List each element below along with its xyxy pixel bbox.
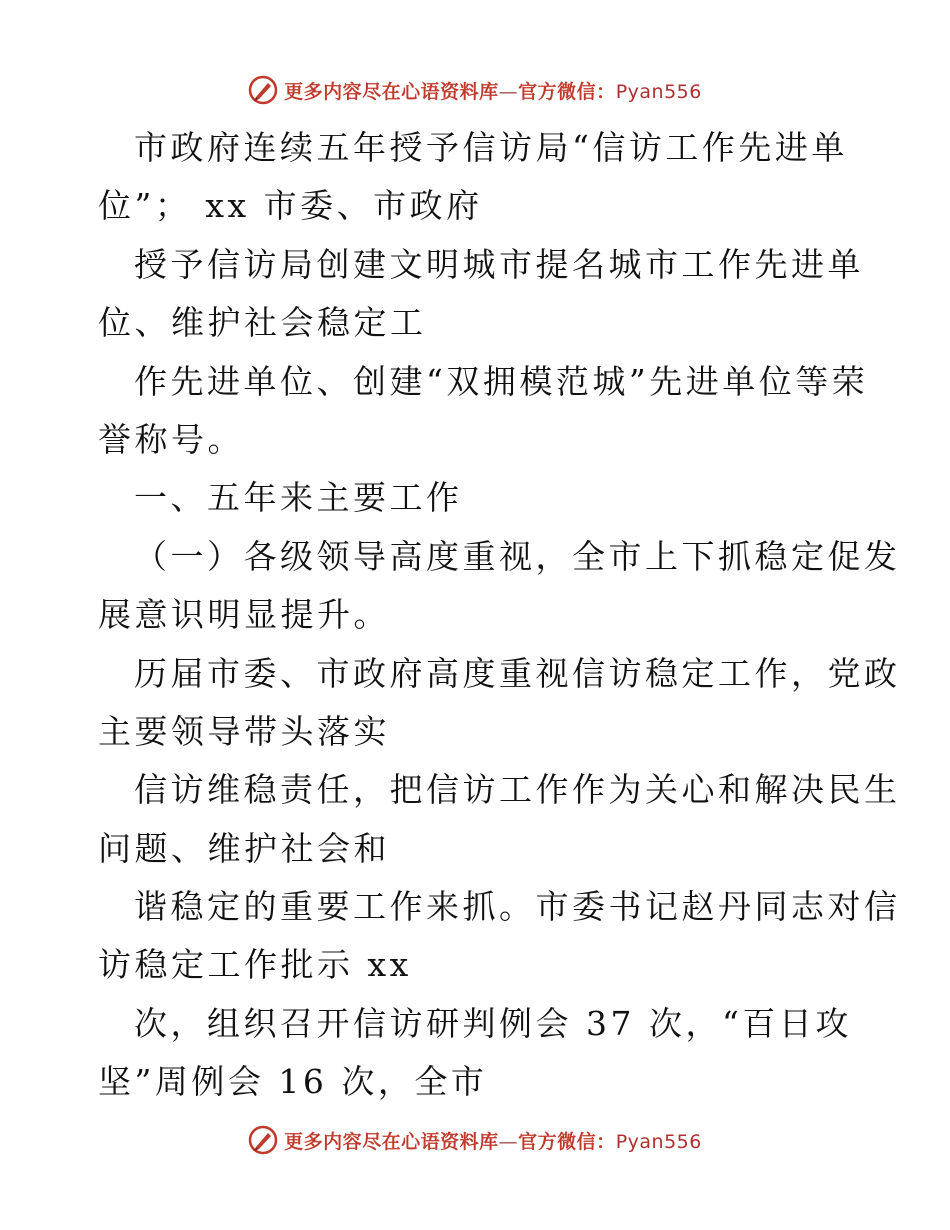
text-line: 历届市委、市政府高度重视信访稳定工作，党政 [134, 653, 901, 693]
header-watermark [0, 70, 950, 110]
text-line: 展意识明显提升。 [98, 595, 390, 635]
text-line: 访稳定工作批示 xx [98, 945, 412, 985]
watermark-text: 更多内容尽在心语资料库—官方微信：Pyan556 [284, 1130, 702, 1153]
text-line: 主要领导带头落实 [98, 711, 390, 751]
text-line: 位”； xx 市委、市政府 [98, 186, 483, 226]
text-line: 问题、维护社会和 [98, 828, 390, 868]
pen-logo-icon [248, 75, 278, 105]
pen-logo-icon [248, 1125, 278, 1155]
text-line: 一、五年来主要工作 [134, 478, 463, 518]
footer-watermark [0, 1120, 950, 1160]
text-line: 位、维护社会稳定工 [98, 303, 427, 343]
text-line: （一）各级领导高度重视，全市上下抓稳定促发 [134, 536, 901, 576]
watermark-text: 更多内容尽在心语资料库—官方微信：Pyan556 [284, 80, 702, 103]
text-line: 信访维稳责任，把信访工作作为关心和解决民生 [134, 770, 901, 810]
text-line: 坚”周例会 16 次，全市 [98, 1062, 488, 1102]
text-line: 市政府连续五年授予信访局“信访工作先进单 [134, 128, 848, 167]
text-line: 谐稳定的重要工作来抓。市委书记赵丹同志对信 [134, 887, 901, 927]
text-line: 誉称号。 [98, 419, 244, 459]
text-line: 次，组织召开信访研判例会 37 次，“百日攻 [134, 1003, 852, 1043]
document-body [98, 119, 901, 1112]
text-line: 作先进单位、创建“双拥模范城”先进单位等荣 [134, 361, 869, 401]
text-line: 授予信访局创建文明城市提名城市工作先进单 [134, 244, 864, 284]
